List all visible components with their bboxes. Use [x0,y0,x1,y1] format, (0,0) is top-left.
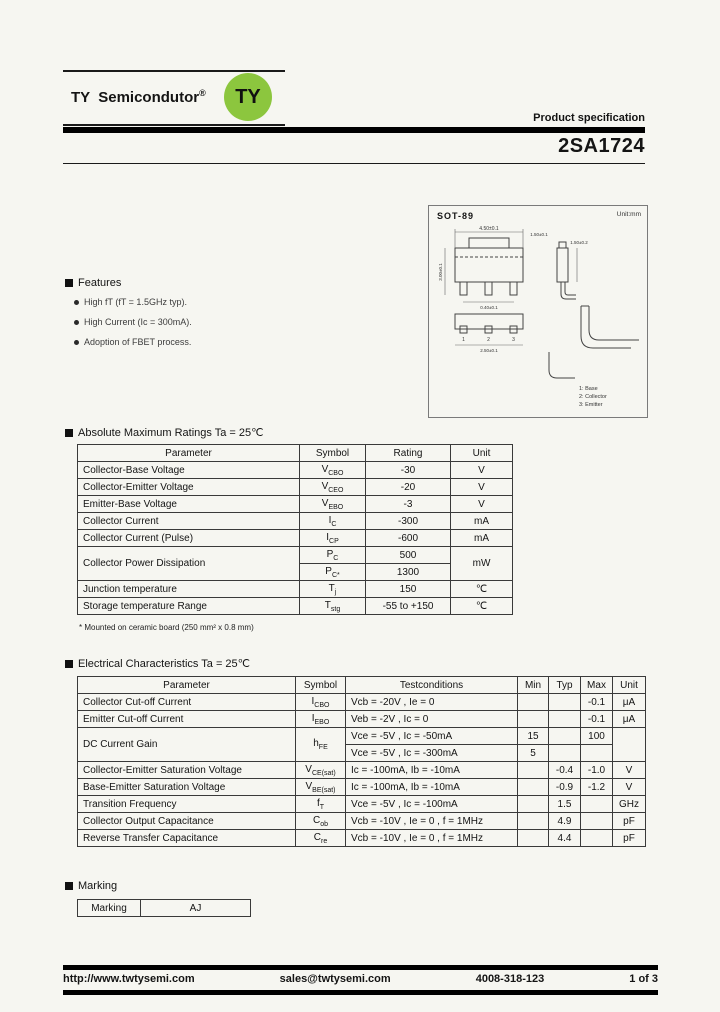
symbol-sub: CEO [328,486,344,494]
max-cell [581,813,613,830]
symbol-sub: j [334,588,337,596]
symbol-sub: C [333,554,339,562]
symbol-cell [300,513,366,530]
symbol-cell [296,728,346,762]
param-cell: Emitter Cut-off Current [78,711,296,728]
cond-cell: Ic = -100mA, Ib = -10mA [346,762,518,779]
section-square-icon [65,279,73,287]
unit-cell: V [613,762,646,779]
max-cell: 100 [581,728,613,745]
symbol-sub: stg [330,605,341,613]
brand-name [71,88,206,106]
param-cell: Collector Current (Pulse) [78,530,300,547]
max-cell [581,745,613,762]
symbol-cell [296,779,346,796]
symbol-main: C [313,831,321,843]
symbol-main: I [311,695,315,707]
param-cell: DC Current Gain [78,728,296,762]
footer-top-bar [63,965,658,970]
max-cell: -1.0 [581,762,613,779]
table-row [78,762,646,779]
col-header-min: Min [518,677,549,694]
min-cell: 15 [518,728,549,745]
abs-max-title-text: Absolute Maximum Ratings Ta = 25℃ [78,427,264,439]
product-spec-label: Product specification [533,112,645,124]
cond-cell: Ic = -100mA, Ib = -10mA [346,779,518,796]
features-title-text: Features [78,277,122,289]
symbol-cell [300,479,366,496]
symbol-sub: C* [331,571,340,579]
min-cell [518,796,549,813]
marking-value-cell: AJ [141,900,251,917]
rating-cell: -55 to +150 [366,598,451,615]
table-row [78,728,646,745]
ty-logo [224,73,272,121]
unit-cell: pF [613,830,646,847]
max-cell: -1.2 [581,779,613,796]
typ-cell: 1.5 [549,796,581,813]
symbol-sub: re [321,837,328,845]
rating-cell: -600 [366,530,451,547]
abs-max-title [65,426,264,439]
rating-cell: -3 [366,496,451,513]
unit-cell: ℃ [451,581,513,598]
brand-top-rule [63,70,285,72]
typ-cell: 4.4 [549,830,581,847]
section-square-icon [65,882,73,890]
unit-cell: V [451,462,513,479]
table-row [78,496,513,513]
unit-cell: GHz [613,796,646,813]
pin-number: 1 [462,337,465,343]
rating-cell: 1300 [366,564,451,581]
symbol-main: V [305,763,312,775]
symbol-main: C [312,814,321,826]
section-square-icon [65,660,73,668]
footer-bottom-bar [63,990,658,995]
package-side-view [557,242,576,299]
rating-cell: -20 [366,479,451,496]
package-front-view [455,238,523,295]
table-row [78,779,646,796]
cond-cell: Vcb = -20V , Ie = 0 [346,694,518,711]
symbol-sub: CE(sat) [311,769,336,777]
param-cell: Collector Cut-off Current [78,694,296,711]
pin-number: 3 [512,337,515,343]
part-number-rule [63,163,645,164]
min-cell: 5 [518,745,549,762]
dimension-lines [445,229,577,345]
cond-cell: Veb = -2V , Ic = 0 [346,711,518,728]
table-row [78,581,513,598]
marking-label-cell: Marking [78,900,141,917]
feature-text: High fT (fT = 1.5GHz typ). [84,297,187,307]
symbol-sub: CP [329,537,339,545]
abs-max-footnote: * Mounted on ceramic board (250 mm² x 0.8 mm) [79,623,254,632]
abs-max-table [77,444,513,615]
rating-cell: -300 [366,513,451,530]
package-unit-label: Unit:mm [616,211,641,218]
param-cell: Storage temperature Range [78,598,300,615]
cond-cell: Vce = -5V , Ic = -300mA [346,745,518,762]
col-header-parameter: Parameter [78,677,296,694]
marking-title-text: Marking [78,880,118,892]
rating-cell: 150 [366,581,451,598]
table-row [78,598,513,615]
package-diagram [429,222,647,418]
symbol-sub: C [331,520,337,528]
unit-cell: pF [613,813,646,830]
footer-phone: 4008-318-123 [475,973,545,985]
table-row [78,462,513,479]
features-title [65,277,121,289]
elec-title [65,657,250,670]
table-row [78,813,646,830]
param-cell: Collector-Emitter Voltage [78,479,300,496]
table-header-row [78,445,513,462]
symbol-main: V [305,780,313,792]
package-diagram-box [428,205,648,418]
table-row [78,694,646,711]
unit-cell: μA [613,711,646,728]
table-row [78,796,646,813]
feature-item [74,297,187,307]
dim-label: 4.50±0.1 [479,226,499,232]
max-cell [581,796,613,813]
table-row [78,830,646,847]
symbol-cell [296,694,346,711]
min-cell [518,694,549,711]
section-square-icon [65,429,73,437]
symbol-sub: T [319,803,325,811]
symbol-cell [300,462,366,479]
symbol-sub: EBO [314,718,330,726]
feature-text: Adoption of FBET process. [84,337,192,347]
cond-cell: Vcb = -10V , Ie = 0 , f = 1MHz [346,813,518,830]
symbol-sub: CBO [328,469,344,477]
unit-cell: V [613,779,646,796]
typ-cell [549,711,581,728]
elec-table [77,676,646,847]
param-cell: Collector-Emitter Saturation Voltage [78,762,296,779]
max-cell: -0.1 [581,694,613,711]
bullet-icon [74,340,79,345]
symbol-cell [296,762,346,779]
max-cell: -0.1 [581,711,613,728]
min-cell [518,779,549,796]
col-header-unit: Unit [451,445,513,462]
package-bottom-view [455,314,523,333]
unit-cell: mA [451,530,513,547]
table-row [78,530,513,547]
unit-cell: mW [451,547,513,581]
symbol-sub: CBO [314,701,330,709]
table-row [78,547,513,564]
typ-cell [549,728,581,745]
pin-number: 2 [487,337,490,343]
page-footer [63,973,658,985]
typ-cell: -0.9 [549,779,581,796]
unit-cell: V [451,479,513,496]
package-name: SOT-89 [437,211,475,221]
lead-profile-drawing [549,306,639,378]
col-header-testconditions: Testconditions [346,677,518,694]
elec-title-text: Electrical Characteristics Ta = 25℃ [78,658,251,670]
symbol-sub: ob [320,820,329,828]
feature-text: High Current (Ic = 300mA). [84,317,192,327]
dim-label: 0.40±0.1 [480,305,498,310]
table-header-row [78,677,646,694]
dim-label: 1.50±0.1 [530,232,548,237]
param-cell: Reverse Transfer Capacitance [78,830,296,847]
symbol-main: f [316,797,320,809]
unit-cell: ℃ [451,598,513,615]
max-cell [581,830,613,847]
marking-title [65,880,117,892]
typ-cell [549,745,581,762]
symbol-main: I [328,514,332,526]
unit-cell: mA [451,513,513,530]
symbol-sub: FE [318,744,328,751]
symbol-main: I [326,531,330,543]
cond-cell: Vce = -5V , Ic = -50mA [346,728,518,745]
symbol-main: I [311,712,315,724]
feature-item [74,317,192,327]
bullet-icon [74,300,79,305]
param-cell: Collector Power Dissipation [78,547,300,581]
rating-cell: -30 [366,462,451,479]
symbol-main: T [328,582,335,594]
param-cell: Emitter-Base Voltage [78,496,300,513]
footer-page-number: 1 of 3 [629,973,658,985]
symbol-main: V [321,497,329,509]
header-black-bar [63,127,645,133]
pin-legend [579,386,607,408]
table-row [78,479,513,496]
unit-cell: μA [613,694,646,711]
ty-logo-text: TY [235,85,261,108]
symbol-main: T [324,599,331,611]
unit-cell: V [451,496,513,513]
dim-label: 3.00±0.1 [438,263,443,281]
symbol-main: V [321,480,329,492]
table-row [78,900,251,917]
col-header-parameter: Parameter [78,445,300,462]
symbol-sub: EBO [328,503,344,511]
symbol-main: h [313,738,319,749]
symbol-cell [300,530,366,547]
col-header-max: Max [581,677,613,694]
brand-text: TY Semicondutor [71,89,200,106]
symbol-sub: BE(sat) [312,786,336,794]
symbol-cell [296,813,346,830]
feature-item [74,337,191,347]
symbol-main: P [325,565,332,577]
symbol-cell [300,564,366,581]
param-cell: Collector Current [78,513,300,530]
dim-label: 1.50±0.2 [570,240,588,245]
param-cell: Collector-Base Voltage [78,462,300,479]
cond-cell: Vce = -5V , Ic = -100mA [346,796,518,813]
param-cell: Collector Output Capacitance [78,813,296,830]
min-cell [518,813,549,830]
dim-label: 2.50±0.1 [480,348,498,353]
symbol-cell [296,830,346,847]
symbol-cell [300,598,366,615]
min-cell [518,830,549,847]
bullet-icon [74,320,79,325]
symbol-main: V [321,463,329,475]
cond-cell: Vcb = -10V , Ie = 0 , f = 1MHz [346,830,518,847]
min-cell [518,762,549,779]
pin-label: 3: Emitter [579,402,603,408]
symbol-cell [300,547,366,564]
symbol-cell [296,711,346,728]
param-cell: Transition Frequency [78,796,296,813]
footer-url[interactable]: http://www.twtysemi.com [63,973,195,985]
brand-bottom-rule [63,124,285,126]
typ-cell: -0.4 [549,762,581,779]
registered-mark: ® [199,88,206,98]
pin-label: 1: Base [579,386,598,392]
rating-cell: 500 [366,547,451,564]
col-header-rating: Rating [366,445,451,462]
symbol-cell [296,796,346,813]
pin-label: 2: Collector [579,394,607,400]
col-header-unit: Unit [613,677,646,694]
col-header-symbol: Symbol [300,445,366,462]
typ-cell: 4.9 [549,813,581,830]
part-number: 2SA1724 [558,135,645,157]
table-row [78,711,646,728]
table-row [78,513,513,530]
marking-table [77,899,251,917]
symbol-cell [300,496,366,513]
symbol-main: P [326,548,334,560]
footer-email[interactable]: sales@twtysemi.com [279,973,391,985]
param-cell: Junction temperature [78,581,300,598]
typ-cell [549,694,581,711]
param-cell: Base-Emitter Saturation Voltage [78,779,296,796]
min-cell [518,711,549,728]
unit-cell [613,728,646,762]
col-header-typ: Typ [549,677,581,694]
col-header-symbol: Symbol [296,677,346,694]
symbol-cell [300,581,366,598]
